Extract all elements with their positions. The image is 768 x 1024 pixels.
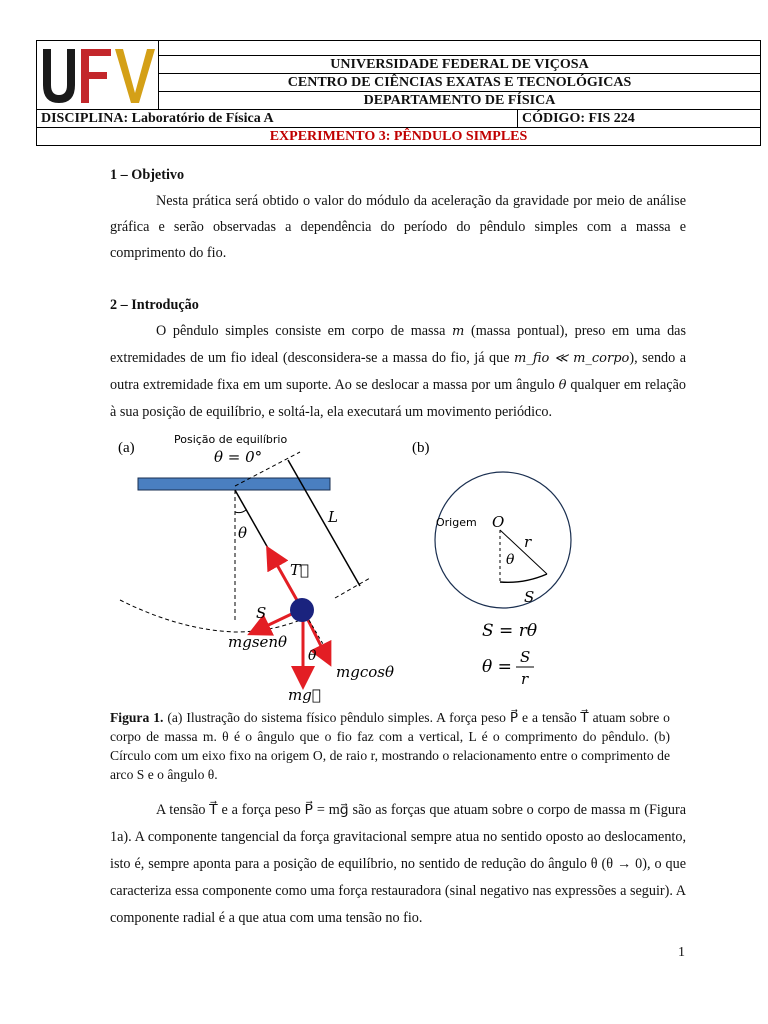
svg-text:UFV: UFV <box>37 41 40 42</box>
equation-theta-num: S <box>520 648 531 666</box>
main-content <box>110 162 686 425</box>
department-name: DEPARTAMENTO DE FÍSICA <box>159 92 761 110</box>
equation-arc: S = rθ <box>482 621 538 641</box>
equation-theta-lhs: θ = <box>482 657 512 677</box>
arc-S: S <box>256 604 267 622</box>
theta-zero: θ = 0° <box>214 448 263 466</box>
paragraph-tension: A tensão T⃗ e a força peso P⃗ = mg⃗ são as forças que atuam sobre o corpo de massa m (Figura 1a). A componente tangencial da força gravitacional sempre atua no sentido oposto ao deslocamento, isto é, sempre aponta para a posição de equilíbrio, no sentido de redução do ângulo θ (θ → 0), o que caracteriza essa componente como uma força restauradora (sinal negativo nas expressões a seguir). A componente radial é a que atua com uma tensão no fio. <box>110 802 686 926</box>
header-table <box>36 40 761 146</box>
mgcos-label: mgcosθ <box>336 663 394 681</box>
equilibrium-label: Posição de equilíbrio <box>174 433 288 446</box>
mgsen-label: mgsenθ <box>228 633 288 651</box>
course-code: CÓDIGO: FIS 224 <box>518 110 761 128</box>
experiment-title: EXPERIMENTO 3: PÊNDULO SIMPLES <box>37 128 761 146</box>
weight-mg: mg⃗ <box>288 686 321 704</box>
circle-b <box>435 472 571 608</box>
university-name: UNIVERSIDADE FEDERAL DE VIÇOSA <box>159 56 761 74</box>
pendulum-bob <box>290 598 314 622</box>
theta-b: θ <box>506 552 515 568</box>
length-L: L <box>328 508 338 526</box>
origem-label: Origem <box>436 516 477 529</box>
pendulum-figure <box>110 430 690 706</box>
radius-label: r <box>524 533 532 551</box>
equation-theta-den: r <box>521 670 529 688</box>
label-b: (b) <box>412 440 430 456</box>
arc-path <box>500 574 547 582</box>
arc-S-b: S <box>524 588 535 606</box>
figure-caption: Figura 1. (a) Ilustração do sistema físico pêndulo simples. A força peso P⃗ e a tensão T⃗ atuam sobre o corpo de massa m. θ é o ângulo que o fio faz com a vertical, L é o comprimento do pêndulo. (b) Círculo com um eixo fixo na origem O, de raio r, mostrando o relacionamento entre o comprimento de arco S e o ângulo θ. <box>110 710 670 782</box>
section-objetivo-title: 1 – Objetivo <box>110 167 185 183</box>
theta-a: θ <box>238 524 248 542</box>
origin-O: O <box>492 513 505 531</box>
section-introducao-title: 2 – Introdução <box>110 297 199 313</box>
label-a: (a) <box>118 440 135 456</box>
tension-T: T⃗ <box>290 561 310 579</box>
ufv-logo <box>37 41 159 110</box>
section-introducao-text: O pêndulo simples consiste em corpo de massa m (massa pontual), preso em uma das extremidades de um fio ideal (desconsidera-se a massa do fio, já que m_fio ≪ m_corpo), sendo a outra extremidade fixa em um suporte. Ao se deslocar a massa por um ângulo θ qualquer em relação à sua posição de equilíbrio, e soltá-la, ela executará um movimento periódico. <box>110 323 687 420</box>
page-number: 1 <box>678 945 685 960</box>
theta-force: θ <box>308 648 317 664</box>
center-name: CENTRO DE CIÊNCIAS EXATAS E TECNOLÓGICAS <box>159 74 761 92</box>
discipline: DISCIPLINA: Laboratório de Física A <box>37 110 518 128</box>
section-objetivo-text: Nesta prática será obtido o valor do módulo da aceleração da gravidade por meio de análise gráfica e serão observadas a dependência do período do pêndulo simples com a massa e comprimento do fio. <box>110 193 686 261</box>
